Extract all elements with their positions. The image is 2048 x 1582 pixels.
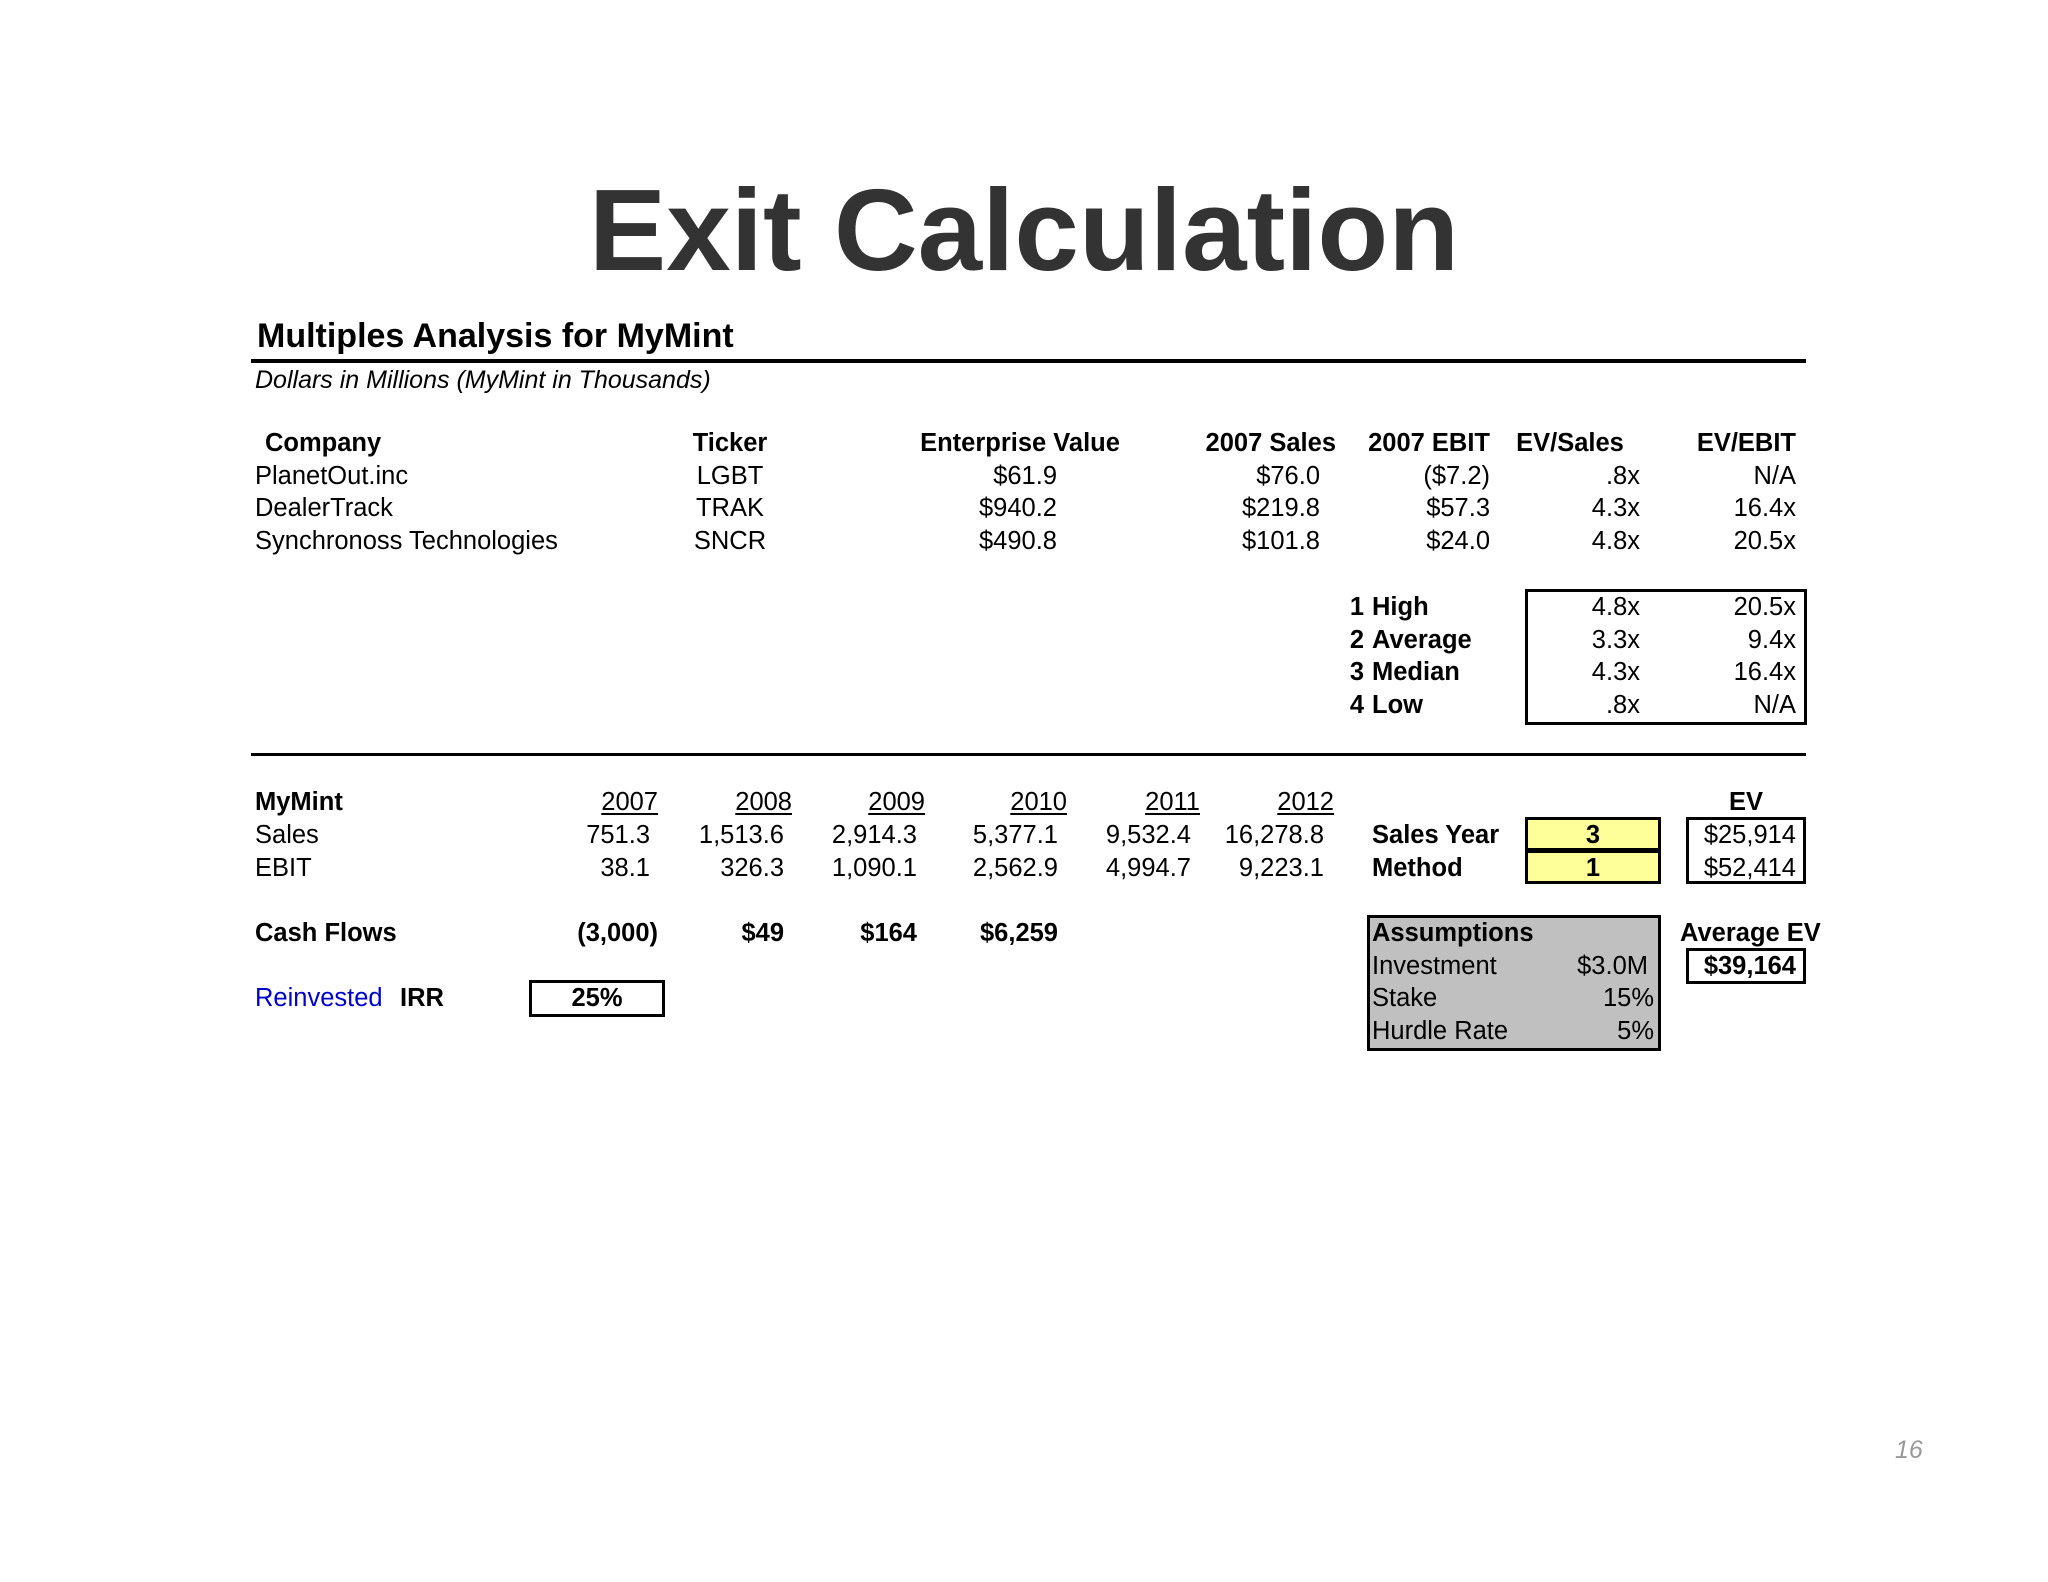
stat-ev-sales: 4.8x: [1591, 593, 1640, 621]
stat-ev-ebit: 20.5x: [1733, 593, 1796, 621]
cell-ticker: LGBT: [696, 462, 764, 490]
stat-label: High: [1372, 593, 1429, 621]
average-ev-value: $39,164: [1703, 952, 1796, 980]
cell-ev-sales: 4.8x: [1591, 527, 1640, 555]
slide-title: Exit Calculation: [588, 165, 1460, 295]
ebit-value: 9,223.1: [1238, 854, 1324, 882]
row-label: Cash Flows: [255, 919, 397, 947]
cell-company: Synchronoss Technologies: [255, 527, 558, 555]
year-header: 2010: [1010, 788, 1067, 816]
cash-flow-value: $6,259: [980, 919, 1058, 947]
cell-ev-ebit: 16.4x: [1733, 494, 1796, 522]
method-input[interactable]: 1: [1585, 854, 1601, 882]
col-header-ticker: Ticker: [692, 429, 768, 457]
stat-number: 2: [1349, 626, 1364, 654]
ev-sales-value: $25,914: [1703, 821, 1796, 849]
cell-2007-ebit: ($7.2): [1423, 462, 1490, 490]
cell-ev-ebit: 20.5x: [1733, 527, 1796, 555]
col-header-enterprise-value: Enterprise Value: [920, 429, 1120, 457]
cell-company: PlanetOut.inc: [255, 462, 409, 490]
col-header-ev-ebit: EV/EBIT: [1696, 429, 1796, 457]
average-ev-label-clip: [1680, 917, 1821, 949]
sales-value: 2,914.3: [831, 821, 917, 849]
cash-flow-value: $49: [741, 919, 784, 947]
section-divider-bottom: [251, 753, 1806, 756]
ebit-value: 326.3: [720, 854, 784, 882]
stat-label: Low: [1372, 691, 1423, 719]
stat-ev-ebit: N/A: [1753, 691, 1796, 719]
cell-ticker: TRAK: [695, 494, 764, 522]
cell-enterprise-value: $940.2: [979, 494, 1057, 522]
assumption-value: 15%: [1602, 984, 1654, 1012]
year-header: 2012: [1277, 788, 1334, 816]
sales-value: 16,278.8: [1224, 821, 1324, 849]
row-label: EBIT: [255, 854, 312, 882]
col-header-2007-ebit: 2007 EBIT: [1368, 429, 1490, 457]
cell-ticker: SNCR: [693, 527, 767, 555]
row-label: Sales: [255, 821, 319, 849]
assumption-label: Stake: [1372, 984, 1438, 1012]
stat-label: Average: [1372, 626, 1472, 654]
assumption-label: Investment: [1372, 952, 1497, 980]
sales-value: 1,513.6: [698, 821, 784, 849]
section-title: Multiples Analysis for MyMint: [257, 317, 734, 355]
year-header: 2011: [1145, 788, 1200, 816]
assumptions-title: Assumptions: [1372, 919, 1534, 947]
average-ev-label: Average EV: [1680, 919, 1821, 947]
irr-value: 25%: [571, 984, 623, 1012]
assumption-label: Hurdle Rate: [1372, 1017, 1509, 1045]
sales-value: 5,377.1: [972, 821, 1058, 849]
stat-number: 1: [1349, 593, 1364, 621]
year-header: 2007: [601, 788, 658, 816]
cell-2007-ebit: $24.0: [1426, 527, 1490, 555]
ev-ebit-value: $52,414: [1703, 854, 1796, 882]
sales-year-label: Sales Year: [1372, 821, 1500, 849]
stat-ev-ebit: 16.4x: [1733, 658, 1796, 686]
col-header-ev-sales: EV/Sales: [1516, 429, 1624, 457]
cash-flow-value: (3,000): [577, 919, 658, 947]
cell-ev-ebit: N/A: [1753, 462, 1796, 490]
cell-enterprise-value: $490.8: [979, 527, 1057, 555]
reinvested-label: Reinvested: [255, 984, 383, 1012]
sales-year-input[interactable]: 3: [1585, 821, 1601, 849]
ebit-value: 1,090.1: [831, 854, 917, 882]
stat-ev-sales: 3.3x: [1591, 626, 1640, 654]
stat-ev-sales: .8x: [1605, 691, 1640, 719]
cell-2007-sales: $101.8: [1242, 527, 1320, 555]
stat-label: Median: [1372, 658, 1460, 686]
stat-ev-ebit: 9.4x: [1747, 626, 1796, 654]
cell-ev-sales: 4.3x: [1591, 494, 1640, 522]
section-subtitle: Dollars in Millions (MyMint in Thousands): [255, 366, 711, 394]
cell-2007-ebit: $57.3: [1426, 494, 1490, 522]
irr-label: IRR: [400, 984, 444, 1012]
stat-number: 3: [1349, 658, 1364, 686]
cash-flow-value: $164: [860, 919, 917, 947]
cell-2007-sales: $76.0: [1256, 462, 1320, 490]
assumption-value: 5%: [1617, 1017, 1654, 1045]
col-header-company: Company: [265, 429, 382, 457]
cell-enterprise-value: $61.9: [993, 462, 1057, 490]
ebit-value: 38.1: [600, 854, 650, 882]
year-header: 2009: [868, 788, 925, 816]
assumption-value: $3.0M: [1577, 952, 1648, 980]
stat-number: 4: [1349, 691, 1364, 719]
cell-2007-sales: $219.8: [1242, 494, 1320, 522]
method-label: Method: [1372, 854, 1463, 882]
ebit-value: 2,562.9: [972, 854, 1058, 882]
col-header-2007-sales: 2007 Sales: [1205, 429, 1336, 457]
ev-header: EV: [1728, 788, 1764, 816]
mymint-label: MyMint: [255, 788, 343, 816]
ebit-value: 4,994.7: [1105, 854, 1191, 882]
section-divider-top: [251, 359, 1806, 363]
sales-value: 751.3: [586, 821, 650, 849]
page-number: 16: [1895, 1436, 1923, 1464]
sales-value: 9,532.4: [1105, 821, 1191, 849]
cell-ev-sales: .8x: [1605, 462, 1640, 490]
year-header: 2008: [735, 788, 792, 816]
cell-company: DealerTrack: [255, 494, 393, 522]
stat-ev-sales: 4.3x: [1591, 658, 1640, 686]
